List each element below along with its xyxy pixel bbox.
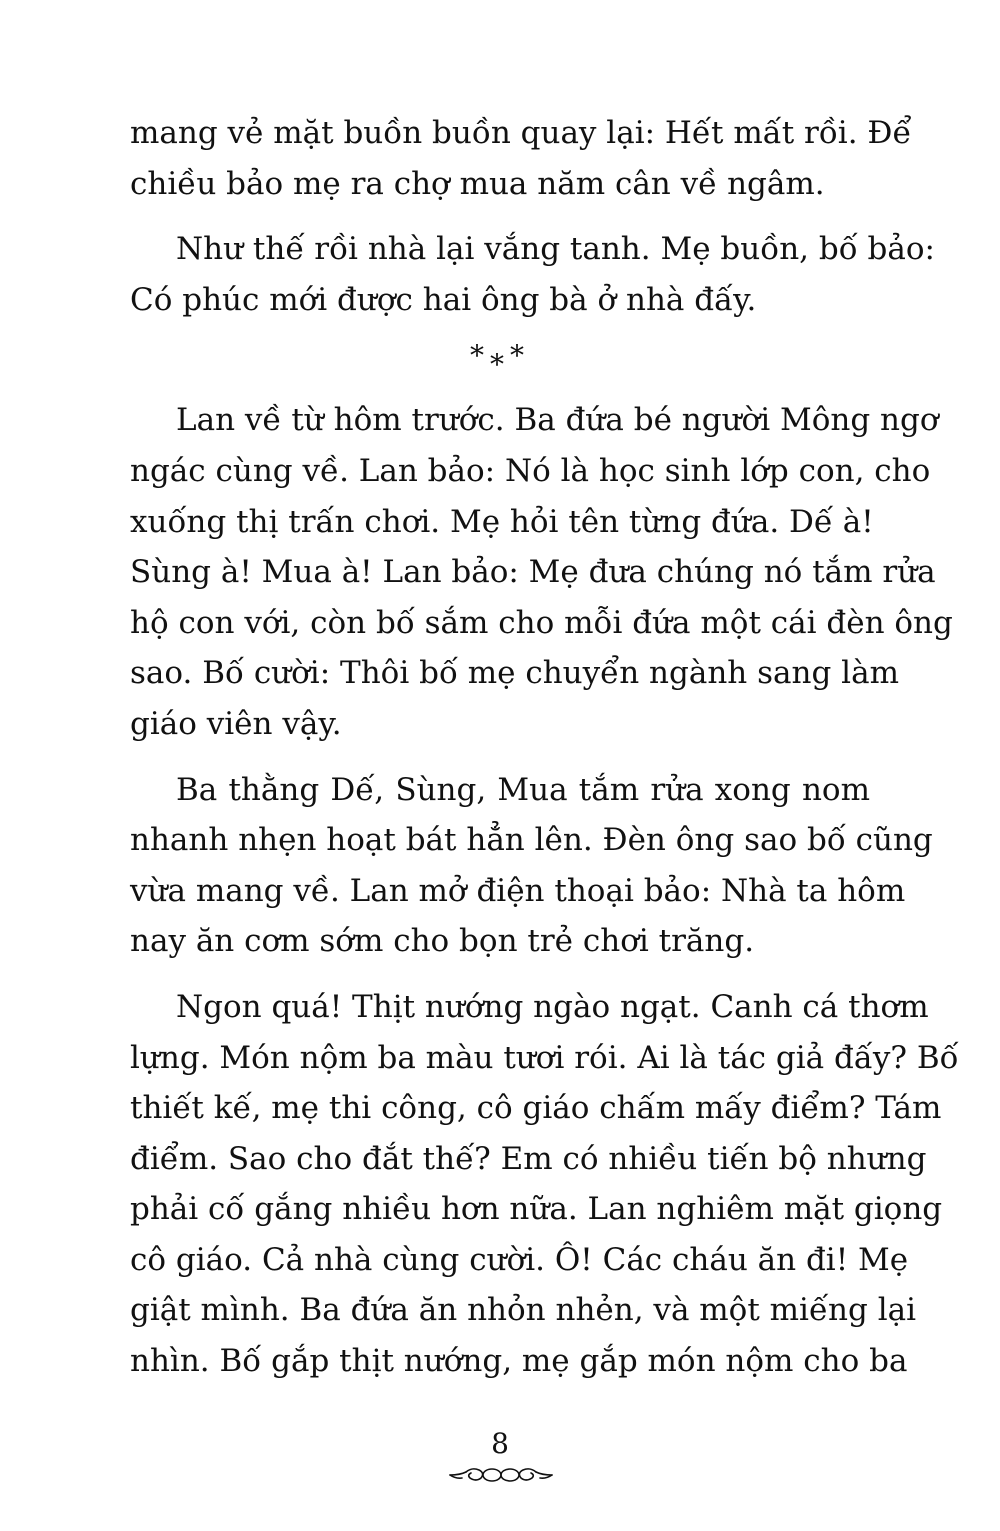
text-line: nhanh nhẹn hoạt bát hẳn lên. Đèn ông sao bố cũng (130, 822, 933, 859)
text-line: Như thế rồi nhà lại vắng tanh. Mẹ buồn, bố bảo: (176, 231, 935, 268)
paragraph-1 (130, 108, 912, 209)
paragraph-3 (130, 395, 953, 749)
text-line: nhìn. Bố gắp thịt nướng, mẹ gắp món nộm cho ba (130, 1343, 908, 1380)
separator-asterisk: * (470, 339, 490, 373)
paragraph-4 (130, 765, 933, 967)
section-separator (130, 321, 870, 391)
separator-asterisk: * (490, 348, 510, 382)
text-line: xuống thị trấn chơi. Mẹ hỏi tên từng đứa. Dế à! (130, 503, 874, 540)
text-line: mang vẻ mặt buồn buồn quay lại: Hết mất rồi. Để (130, 115, 912, 151)
text-line: cô giáo. Cả nhà cùng cười. Ô! Các cháu ăn đi! Mẹ (130, 1241, 909, 1278)
text-line: điểm. Sao cho đắt thế? Em có nhiều tiến bộ nhưng (130, 1140, 927, 1177)
text-line: Ba thằng Dế, Sùng, Mua tắm rửa xong nom (176, 771, 870, 808)
text-line: Ngon quá! Thịt nướng ngào ngạt. Canh cá thơm (176, 988, 929, 1025)
text-line: hộ con với, còn bố sắm cho mỗi đứa một cái đèn ông (130, 604, 953, 641)
text-line: giáo viên vậy. (130, 705, 342, 742)
paragraph-5 (130, 982, 959, 1387)
text-line: chiều bảo mẹ ra chợ mua năm cân về ngâm. (130, 165, 825, 202)
text-line: Sùng à! Mua à! Lan bảo: Mẹ đưa chúng nó tắm rửa (130, 554, 936, 591)
text-line: ngác cùng về. Lan bảo: Nó là học sinh lớp con, cho (130, 452, 931, 489)
text-line: phải cố gắng nhiều hơn nữa. Lan nghiêm mặt giọng (130, 1191, 943, 1228)
text-line: sao. Bố cười: Thôi bố mẹ chuyển ngành sang làm (130, 655, 899, 692)
text-line: giật mình. Ba đứa ăn nhỏn nhẻn, và một miếng lại (130, 1292, 917, 1329)
text-line: lựng. Món nộm ba màu tươi rói. Ai là tác giả đấy? Bố (130, 1039, 959, 1076)
separator-asterisk: * (510, 339, 530, 373)
paragraph-2 (130, 224, 935, 325)
text-line: Có phúc mới được hai ông bà ở nhà đấy. (130, 281, 757, 318)
page-number: 8 (491, 1427, 509, 1460)
page-body (130, 108, 959, 1387)
text-line: Lan về từ hôm trước. Ba đứa bé người Mông ngơ (176, 402, 939, 439)
flourish-ornament-icon (448, 1463, 554, 1487)
text-line: thiết kế, mẹ thi công, cô giáo chấm mấy điểm? Tám (130, 1090, 942, 1127)
text-line: nay ăn cơm sớm cho bọn trẻ chơi trăng. (130, 923, 755, 960)
text-line: vừa mang về. Lan mở điện thoại bảo: Nhà ta hôm (130, 872, 906, 909)
